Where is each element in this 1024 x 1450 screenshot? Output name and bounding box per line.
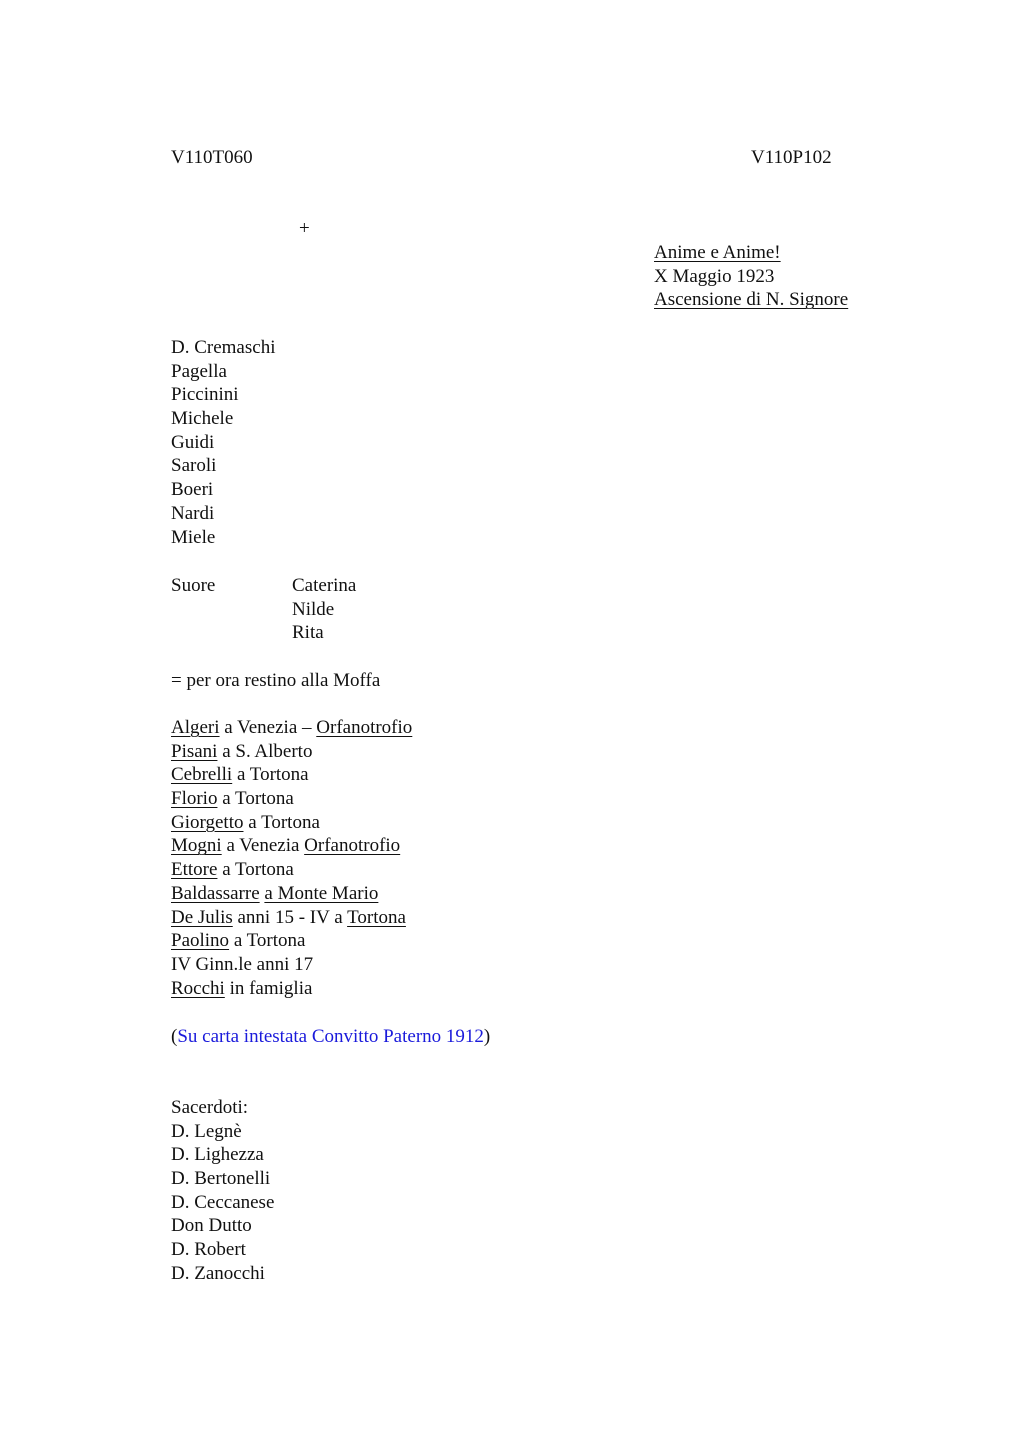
assignment-name: Cebrelli — [171, 764, 233, 786]
heading-feast: Ascensione di N. Signore — [654, 289, 849, 311]
note-text: Su carta intestata Convitto Paterno 1912 — [177, 1026, 484, 1047]
assignment-name: Pisani — [171, 740, 218, 762]
assignment-text: a Venezia — [221, 835, 305, 857]
list-item: Nardi — [171, 502, 215, 524]
assignment-text: a Tortona — [229, 930, 306, 952]
assignment-text: a Tortona — [217, 859, 294, 881]
assignment-place: Tortona — [347, 906, 406, 928]
assignment-name: Ettore — [171, 859, 218, 881]
assignment-text: a Venezia – — [219, 717, 317, 738]
assignment-text: anni 15 - IV a — [232, 906, 348, 928]
heading-block — [654, 241, 848, 312]
list-item: D. Zanocchi — [171, 1262, 265, 1284]
moffa-note: = per ora restino alla Moffa — [171, 670, 381, 691]
list-item — [171, 787, 412, 811]
list-item: D. Legnè — [171, 1120, 242, 1142]
document-code-left: V110T060 — [171, 147, 253, 168]
heading-title: Anime e Anime! — [654, 242, 781, 263]
list-item: Miele — [171, 526, 216, 548]
list-item — [171, 740, 412, 764]
list-item — [171, 811, 412, 835]
list-item — [171, 906, 412, 930]
assignment-place: Orfanotrofio — [316, 717, 413, 738]
list-item: Don Dutto — [171, 1215, 252, 1237]
assignment-name: Algeri — [171, 717, 220, 738]
assignment-text: a Tortona — [243, 811, 320, 833]
list-item — [171, 834, 412, 858]
list-item — [171, 763, 412, 787]
list-item: D. Ceccanese — [171, 1191, 275, 1213]
list-item: Piccinini — [171, 384, 239, 406]
suore-label: Suore — [171, 575, 216, 596]
list-item: Caterina — [292, 575, 357, 596]
note-paren-open: ( — [171, 1026, 178, 1047]
sacerdoti-list — [171, 1096, 274, 1286]
assignment-name: Mogni — [171, 835, 222, 857]
list-item — [171, 858, 412, 882]
assignment-text: IV Ginn.le anni 17 — [171, 953, 314, 975]
assignment-name: Rocchi — [171, 977, 225, 999]
assignment-name: Giorgetto — [171, 811, 244, 833]
names-list — [171, 336, 275, 549]
list-item: Boeri — [171, 479, 214, 501]
assignment-text: a S. Alberto — [217, 740, 313, 762]
list-item: D. Cremaschi — [171, 337, 276, 358]
list-item: Saroli — [171, 455, 217, 477]
note-paren-close: ) — [483, 1026, 491, 1047]
assignment-text: a Tortona — [232, 764, 309, 786]
list-item — [171, 882, 412, 906]
assignment-name: Paolino — [171, 930, 230, 952]
list-item: Rita — [292, 622, 324, 644]
document-code-right: V110P102 — [751, 147, 832, 168]
list-item: Nilde — [292, 598, 335, 620]
assignment-name: Florio — [171, 788, 218, 810]
assignment-place: a Monte Mario — [264, 882, 379, 904]
assignment-place: Orfanotrofio — [304, 835, 401, 857]
sacerdoti-label: Sacerdoti: — [171, 1097, 249, 1118]
assignment-text: in famiglia — [224, 977, 313, 999]
suore-names — [292, 574, 356, 645]
assignment-name: De Julis — [171, 906, 233, 928]
list-item: D. Lighezza — [171, 1144, 264, 1166]
list-item — [171, 953, 412, 977]
list-item: Guidi — [171, 431, 215, 453]
assignment-text: a Tortona — [217, 788, 294, 810]
cross-mark: + — [299, 218, 310, 239]
list-item — [171, 929, 412, 953]
editorial-note — [171, 1025, 490, 1049]
assignments-list — [171, 716, 412, 1000]
list-item: Pagella — [171, 360, 227, 382]
list-item — [171, 977, 412, 1001]
heading-date: X Maggio 1923 — [654, 265, 775, 287]
list-item — [171, 716, 412, 740]
list-item: Michele — [171, 408, 234, 430]
list-item: D. Bertonelli — [171, 1168, 271, 1190]
list-item: D. Robert — [171, 1239, 246, 1261]
assignment-name: Baldassarre — [171, 882, 260, 904]
